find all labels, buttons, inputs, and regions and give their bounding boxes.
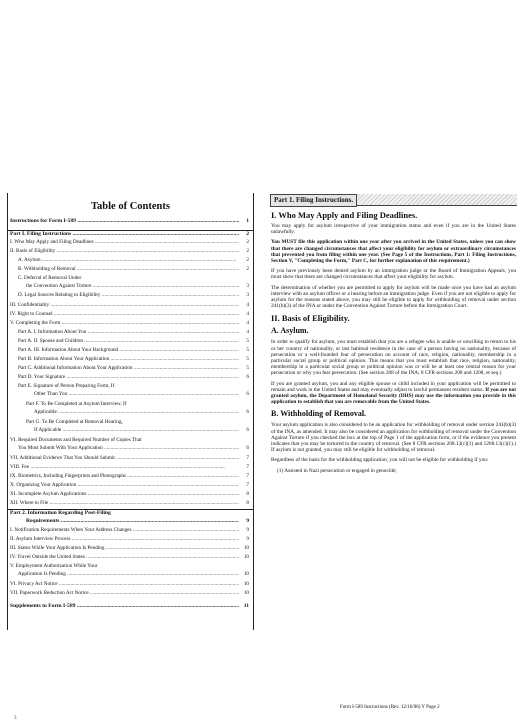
toc-entry-label: I. Who May Apply and Filing Deadlines ..... <box>10 239 239 246</box>
toc-row <box>8 509 253 516</box>
toc-entry-label: VII. Paperwork Reduction Act Notice ..... <box>10 590 239 597</box>
toc-entry-page: 6 <box>246 374 249 380</box>
toc-entry-label: Part A. III. Information About Your Background ..... <box>18 347 239 354</box>
toc-entry-label: D. Legal Sources Relating to Eligibility ..... <box>18 292 239 299</box>
toc-entry-label: IV. Travel Outside the United States ..... <box>10 554 239 561</box>
toc-entry-label: Applicable ..... <box>34 409 239 416</box>
paragraph-previously-denied: If you have previously been denied asylum by an immigration judge or the Board of Immigration Appeals, you must show that there are changed circumstances that affect your eligibility for asylum. <box>271 268 516 281</box>
toc-entry-label: X. Organizing Your Application ..... <box>10 482 239 489</box>
toc-entry-label: IX. Biometrics, Including Fingerprints and Photographs ..... <box>10 473 239 480</box>
toc-entry-page: 4 <box>246 302 249 308</box>
toc-entry-page: 7 <box>246 464 249 470</box>
asylum-not-granted-text: If you are not granted asylum, the Department of Homeland Security (DHS) may use the information you provide in this application to establish that you are removable from the United States. <box>271 386 517 406</box>
toc-entry-page: 10 <box>243 590 249 596</box>
toc-row <box>8 230 253 237</box>
toc-entry-label: VIII. Fee ..... <box>10 464 239 471</box>
toc-entry-page: 2 <box>246 239 249 245</box>
toc-entry-label: III. Confidentiality ..... <box>10 302 239 309</box>
toc-entry-page: 10 <box>243 554 249 560</box>
toc-entry-page: 2 <box>246 266 249 272</box>
toc-entry-label: VII. Additional Evidence That You Should Submit ..... <box>10 455 239 462</box>
paragraph-regardless: Regardless of the basis for the withholding application, you will not be eligible for withholding if you: <box>271 457 489 464</box>
toc-entry-label: V. Completing the Form ..... <box>10 320 239 327</box>
toc-entry-page: 7 <box>246 455 249 461</box>
paragraph-determination: The determination of whether you are permitted to apply for asylum will be made once you have had an asylum interview with an asylum officer or a hearing before an immigration judge. Even if you are not eligible to apply for asylum for the reasons stated above, you may still be eligible to apply for withholding of removal under section 241(b)(3) of the INA or under the Convention Against Torture before the Immigration Court. <box>271 284 516 310</box>
toc-entry-page: 6 <box>246 427 249 433</box>
toc-entry-page: 2 <box>246 248 249 254</box>
toc-entry-label: Part A. I. Information About You ..... <box>18 329 239 336</box>
heading-asylum: A. Asylum. <box>271 326 309 336</box>
toc-entry-label: II. Basis of Eligibility ..... <box>10 248 239 255</box>
toc-entry-page: 2 <box>246 257 249 263</box>
toc-entry-label: VI. Privacy Act Notice ..... <box>10 581 239 588</box>
toc-entry-page: 8 <box>246 500 249 506</box>
toc-entry-page: 10 <box>243 571 249 577</box>
toc-entry-page: 6 <box>246 409 249 415</box>
toc-entry-label: XII. Where to File ..... <box>10 500 239 507</box>
toc-entry-label: If Applicable ..... <box>34 427 239 434</box>
heading-basis-of-eligibility: II. Basis of Eligibility. <box>271 313 350 324</box>
paragraph-one-year-deadline: You MUST file this application within one year after you arrived in the United States, unless you can show that there are changed circumstances that affect your eligibility for asylum or extraordinary circumstances that prevented you from filing within one year. (See Page 5 of the Instructions, Part 1: Filing Instructions, Section V, "Completing the Form," Part C, for further explanation of this requirement.) <box>271 239 516 265</box>
toc-entry-label: You Must Submit With Your Application ..... <box>18 445 239 452</box>
toc-entry-page: 7 <box>246 482 249 488</box>
table-of-contents <box>7 193 254 630</box>
toc-entry-page: 4 <box>246 311 249 317</box>
toc-entry-page: 5 <box>246 347 249 353</box>
toc-entry-label: Application Is Pending ..... <box>18 571 239 578</box>
toc-entry-page: 4 <box>246 320 249 326</box>
heading-who-may-apply: I. Who May Apply and Filing Deadlines. <box>271 210 418 220</box>
toc-entry-label: XI. Incomplete Asylum Applications ..... <box>10 491 239 498</box>
asylum-granted-text: If you are granted asylum, you and any eligible spouse or child included in your application will be permitted to remain and work in the United States and may eventually adjust to lawful permanent resident status. <box>271 380 516 393</box>
toc-title: Table of Contents <box>91 201 170 212</box>
toc-entry-label: III. Status While Your Application Is Pending ..... <box>10 545 239 552</box>
toc-entry-label: Part G. To Be Completed at Removal Hearing, <box>26 419 123 425</box>
toc-entry-label: Part B. Information About Your Application ..... <box>18 356 239 363</box>
toc-entry-page: 8 <box>246 491 249 497</box>
toc-entry-label: Part C. Additional Information About Your Application ..... <box>18 365 239 372</box>
toc-entry-page: 9 <box>246 536 249 542</box>
toc-entry-label: Part E. Signature of Person Preparing Form, If <box>18 383 115 389</box>
page-footer: Form I-589 Instructions (Rev. 12/16/06) Y Page 2 <box>340 705 440 710</box>
toc-entry-page: 2 <box>246 231 249 237</box>
toc-entry-page: 5 <box>246 365 249 371</box>
toc-entry-label: Part A. II. Spouse and Children ..... <box>18 338 239 345</box>
list-item-nazi-persecution: (1) Assisted in Nazi persecution or engaged in genocide; <box>277 467 397 474</box>
paragraph-apply-status: You may apply for asylum irrespective of your immigration status and even if you are in the United States unlawfully. <box>271 223 516 236</box>
toc-entry-label: Instructions for Form I-589 ..... <box>10 218 239 225</box>
part1-banner-label: Part 1. Filing Instructions. <box>270 194 357 207</box>
toc-entry-page: 5 <box>246 356 249 362</box>
paragraph-asylum-qualify: In order to qualify for asylum, you must establish that you are a refugee who is unable or unwilling to return to his or her country of nationality, or last habitual residence in the case of a person having no nationality, because of persecution or a well-founded fear of persecution on account of race, religion, nationality, membership in a particular social group or political opinion. This means that you must establish that race, religion, nationality, membership in a particular social group or political opinion was or will be at least one central reason for your persecution or why you fear persecution. (See section 208 of the INA; 8 CFR sections 208 and 1208, et seq.) <box>271 339 516 377</box>
toc-entry-page: 3 <box>246 292 249 298</box>
toc-entry-label: Part 2. Information Regarding Post-Filing <box>10 510 111 516</box>
toc-entry-label: I. Notification Requirements When Your Address Changes ..... <box>10 527 239 534</box>
toc-entry-label: Supplements to Form I-589 ..... <box>10 603 239 610</box>
toc-entry-page: 10 <box>243 545 249 551</box>
toc-entry-page: 10 <box>243 581 249 587</box>
heading-withholding-of-removal: B. Withholding of Removal. <box>271 409 367 419</box>
toc-entry-label: B. Withholding of Removal ..... <box>18 266 239 273</box>
margin-mark: 3 <box>14 716 17 721</box>
toc-entry-page: 3 <box>246 283 249 289</box>
toc-entry-page: 6 <box>246 391 249 397</box>
toc-entry-page: 9 <box>246 527 249 533</box>
toc-entry-label: Other Than You ..... <box>34 391 239 398</box>
toc-entry-page: 11 <box>243 603 249 609</box>
toc-entry-label: Part D. Your Signature ..... <box>18 374 239 381</box>
toc-entry-page: 1 <box>246 218 249 224</box>
toc-entry-page: 6 <box>246 445 249 451</box>
part1-banner <box>270 194 517 206</box>
toc-entry-page: 7 <box>246 473 249 479</box>
toc-entry-label: VI. Required Documents and Required Number of Copies That <box>10 437 142 443</box>
instructions-column <box>271 210 516 478</box>
toc-entry-label: Requirements ..... <box>26 518 239 525</box>
toc-entry-label: C. Deferral of Removal Under <box>18 275 82 281</box>
toc-entry-label: Part F. To Be Completed at Asylum Interview, If <box>26 401 127 407</box>
toc-entry-page: 4 <box>246 329 249 335</box>
toc-entry-label: A. Asylum ..... <box>18 257 239 264</box>
toc-entry-label: IV. Right to Counsel ..... <box>10 311 239 318</box>
toc-entry-label: the Convention Against Torture ..... <box>26 283 239 290</box>
toc-entry-label: V. Employment Authorization While Your <box>10 563 98 569</box>
toc-entry-page: 5 <box>246 338 249 344</box>
toc-entry-label: II. Asylum Interview Process ..... <box>10 536 239 543</box>
toc-entry-page: 9 <box>246 518 249 524</box>
toc-entry-label: Part I. Filing Instructions ..... <box>10 231 239 238</box>
paragraph-withholding: Your asylum application is also considered to be an application for withholding of removal under section 241(b)(3) of the INA, as amended. It may also be considered an application for withholding of removal under the Convention Against Torture if you checked the box at the top of Page 1 of the application form, or if the evidence you present indicates that you may be tortured in the country of removal. (See 8 CFR sections 208.13(c)(1) and 1208.13(c)(1).) If asylum is not granted, you may still be eligible for withholding of removal. <box>271 422 516 454</box>
paragraph-asylum-granted <box>271 381 516 406</box>
